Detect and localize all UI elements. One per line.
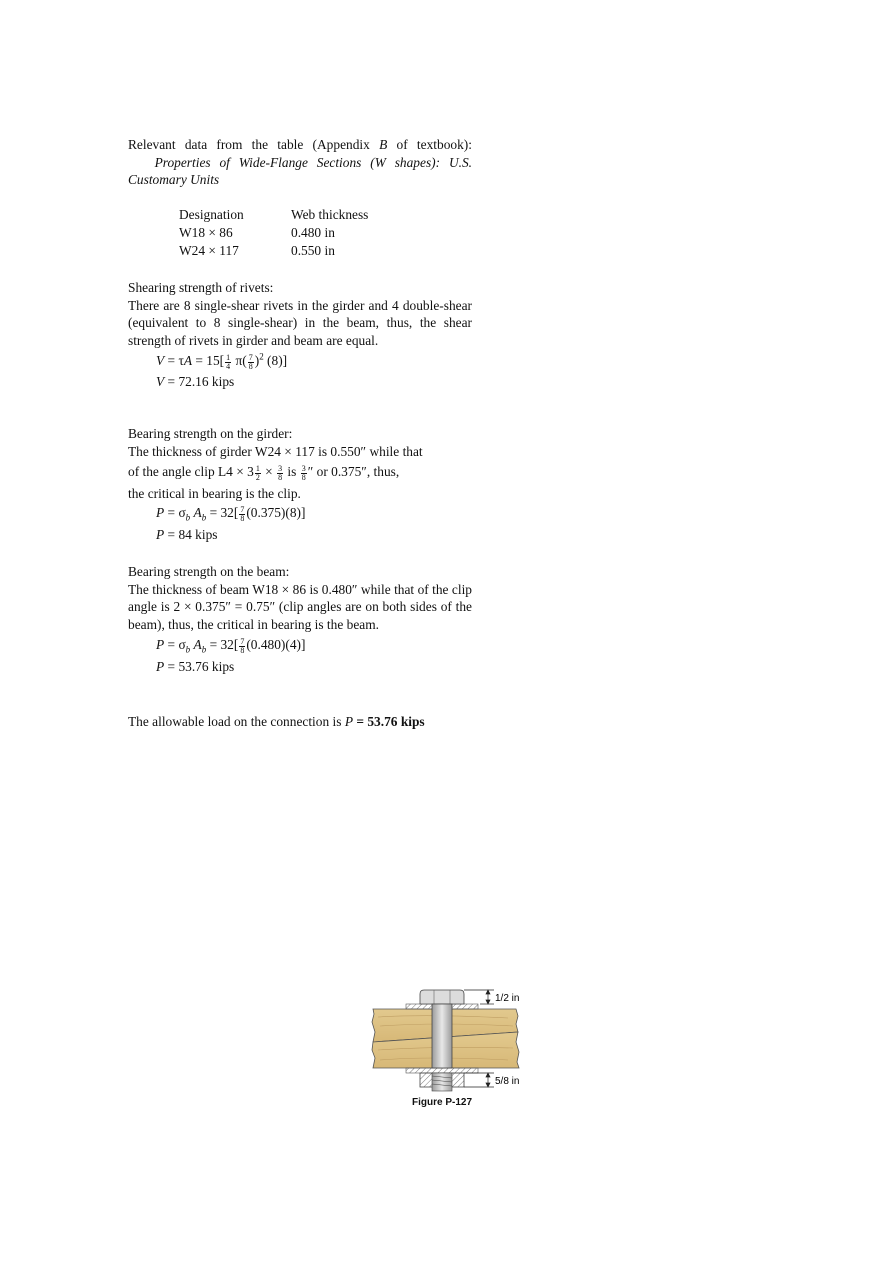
properties-table	[179, 206, 368, 260]
girder-text: ″ or 0.375″, thus,	[307, 464, 400, 480]
table-cell: 0.480 in	[291, 225, 335, 240]
figure-caption: Figure P-127	[411, 1097, 473, 1108]
source-units: U.S. Customary Units	[128, 154, 472, 188]
denominator: 8	[248, 361, 253, 371]
eq-text: = 32[	[206, 637, 239, 653]
eq-text: = σ	[167, 505, 186, 521]
numerator: 3	[301, 463, 306, 473]
fraction	[248, 354, 254, 371]
denominator: 4	[226, 361, 231, 371]
girder-line-2	[128, 463, 472, 481]
fraction	[239, 506, 245, 523]
eq-text: = τ	[167, 353, 184, 369]
shear-equation-1	[128, 352, 472, 370]
eq-text: = σ	[167, 637, 186, 653]
table-cell: W24 × 117	[179, 243, 239, 258]
intro-textbook: textbook):	[416, 137, 472, 152]
denominator: 8	[301, 472, 306, 482]
eq-text: (8)]	[263, 353, 288, 369]
subscript: b	[185, 512, 191, 523]
fraction	[225, 354, 231, 371]
exponent: 2	[259, 351, 264, 362]
var-a: A	[193, 637, 202, 653]
bolt-connection-figure	[368, 984, 528, 1109]
bottom-dimension-label: 5/8 in	[495, 1076, 520, 1087]
beam-result: = 53.76 kips	[167, 658, 235, 674]
conclusion-line	[128, 713, 472, 731]
beam-body: The thickness of beam W18 × 86 is 0.480″ while that of the clip angle is 2 × 0.375″ = 0.75″ (clip angles are on both sides of the beam), thus, the critical in bearing is the beam.	[128, 581, 472, 632]
eq-text: π(	[235, 353, 247, 369]
girder-line-1: The thickness of girder W24 × 117 is 0.550″ while that	[128, 443, 423, 459]
var-v: V	[156, 353, 165, 369]
header-designation: Designation	[179, 207, 244, 222]
table-header-row	[179, 206, 368, 224]
shear-result: = 72.16 kips	[167, 373, 235, 389]
var-a: A	[183, 353, 193, 369]
denominator: 8	[240, 513, 245, 523]
header-web-thickness: Web thickness	[291, 207, 369, 222]
numerator: 7	[248, 352, 253, 362]
var-p: P	[156, 505, 165, 521]
table-row	[179, 224, 368, 242]
fraction	[301, 465, 307, 482]
source-title: Properties of Wide-Flange Sections (W shapes):	[154, 154, 441, 170]
eq-text: = 32[	[206, 505, 239, 521]
denominator: 2	[255, 472, 260, 482]
eq-text: = 15[	[195, 353, 225, 369]
beam-bearing-section	[128, 563, 472, 675]
subscript: b	[201, 512, 207, 523]
denominator: 8	[240, 645, 245, 655]
appendix-letter: B	[379, 137, 388, 152]
table-cell: 0.550 in	[291, 243, 335, 258]
girder-equation-2	[128, 526, 472, 544]
bottom-washer	[406, 1068, 478, 1073]
girder-text: ×	[261, 464, 277, 480]
bolt-head	[420, 990, 464, 1004]
girder-result: = 84 kips	[167, 526, 218, 542]
fraction	[255, 465, 261, 482]
girder-heading: Bearing strength on the girder:	[128, 426, 293, 441]
var-p: P	[156, 637, 165, 653]
denominator: 8	[278, 472, 283, 482]
beam-equation-1	[128, 636, 472, 654]
subscript: b	[201, 645, 207, 656]
intro-block	[128, 136, 472, 189]
var-v: V	[156, 373, 165, 389]
shear-section	[128, 279, 472, 390]
girder-text: is	[284, 464, 300, 480]
fraction	[239, 638, 245, 655]
girder-bearing-section	[128, 425, 472, 543]
table-cell: W18 × 86	[179, 225, 233, 240]
var-a: A	[193, 505, 202, 521]
subscript: b	[185, 645, 191, 656]
eq-text: )	[254, 353, 260, 369]
fraction	[277, 465, 283, 482]
beam-equation-2	[128, 658, 472, 676]
numerator: 1	[255, 463, 260, 473]
shear-body: There are 8 single-shear rivets in the girder and 4 double-shear (equivalent to 8 single-shear) in the beam, thus, the shear strength of rivets in girder and beam are equal.	[128, 297, 472, 348]
shear-equation-2	[128, 373, 472, 391]
eq-text: (0.480)(4)]	[246, 637, 306, 653]
numerator: 1	[226, 352, 231, 362]
numerator: 7	[240, 636, 245, 646]
conclusion-text: The allowable load on the connection is	[128, 714, 342, 729]
var-p: P	[156, 526, 165, 542]
top-dimension-label: 1/2 in	[495, 993, 520, 1004]
intro-lead: Relevant data from the table (Appendix	[128, 137, 370, 152]
numerator: 7	[240, 504, 245, 514]
var-p: P	[344, 714, 353, 729]
shear-heading: Shearing strength of rivets:	[128, 280, 274, 295]
girder-line-3: the critical in bearing is the clip.	[128, 485, 301, 501]
beam-heading: Bearing strength on the beam:	[128, 564, 290, 579]
conclusion	[128, 713, 472, 731]
bolt-shank	[432, 1004, 452, 1068]
numerator: 3	[278, 463, 283, 473]
girder-equation-1	[128, 504, 472, 522]
var-p: P	[156, 658, 165, 674]
girder-text: of the angle clip L4 × 3	[128, 464, 254, 480]
eq-text: (0.375)(8)]	[246, 505, 306, 521]
properties-table-block	[128, 206, 472, 260]
intro-of: of	[396, 137, 408, 152]
intro-paragraph	[128, 136, 472, 189]
table-row	[179, 242, 368, 260]
allowable-load-value: = 53.76 kips	[356, 714, 425, 729]
